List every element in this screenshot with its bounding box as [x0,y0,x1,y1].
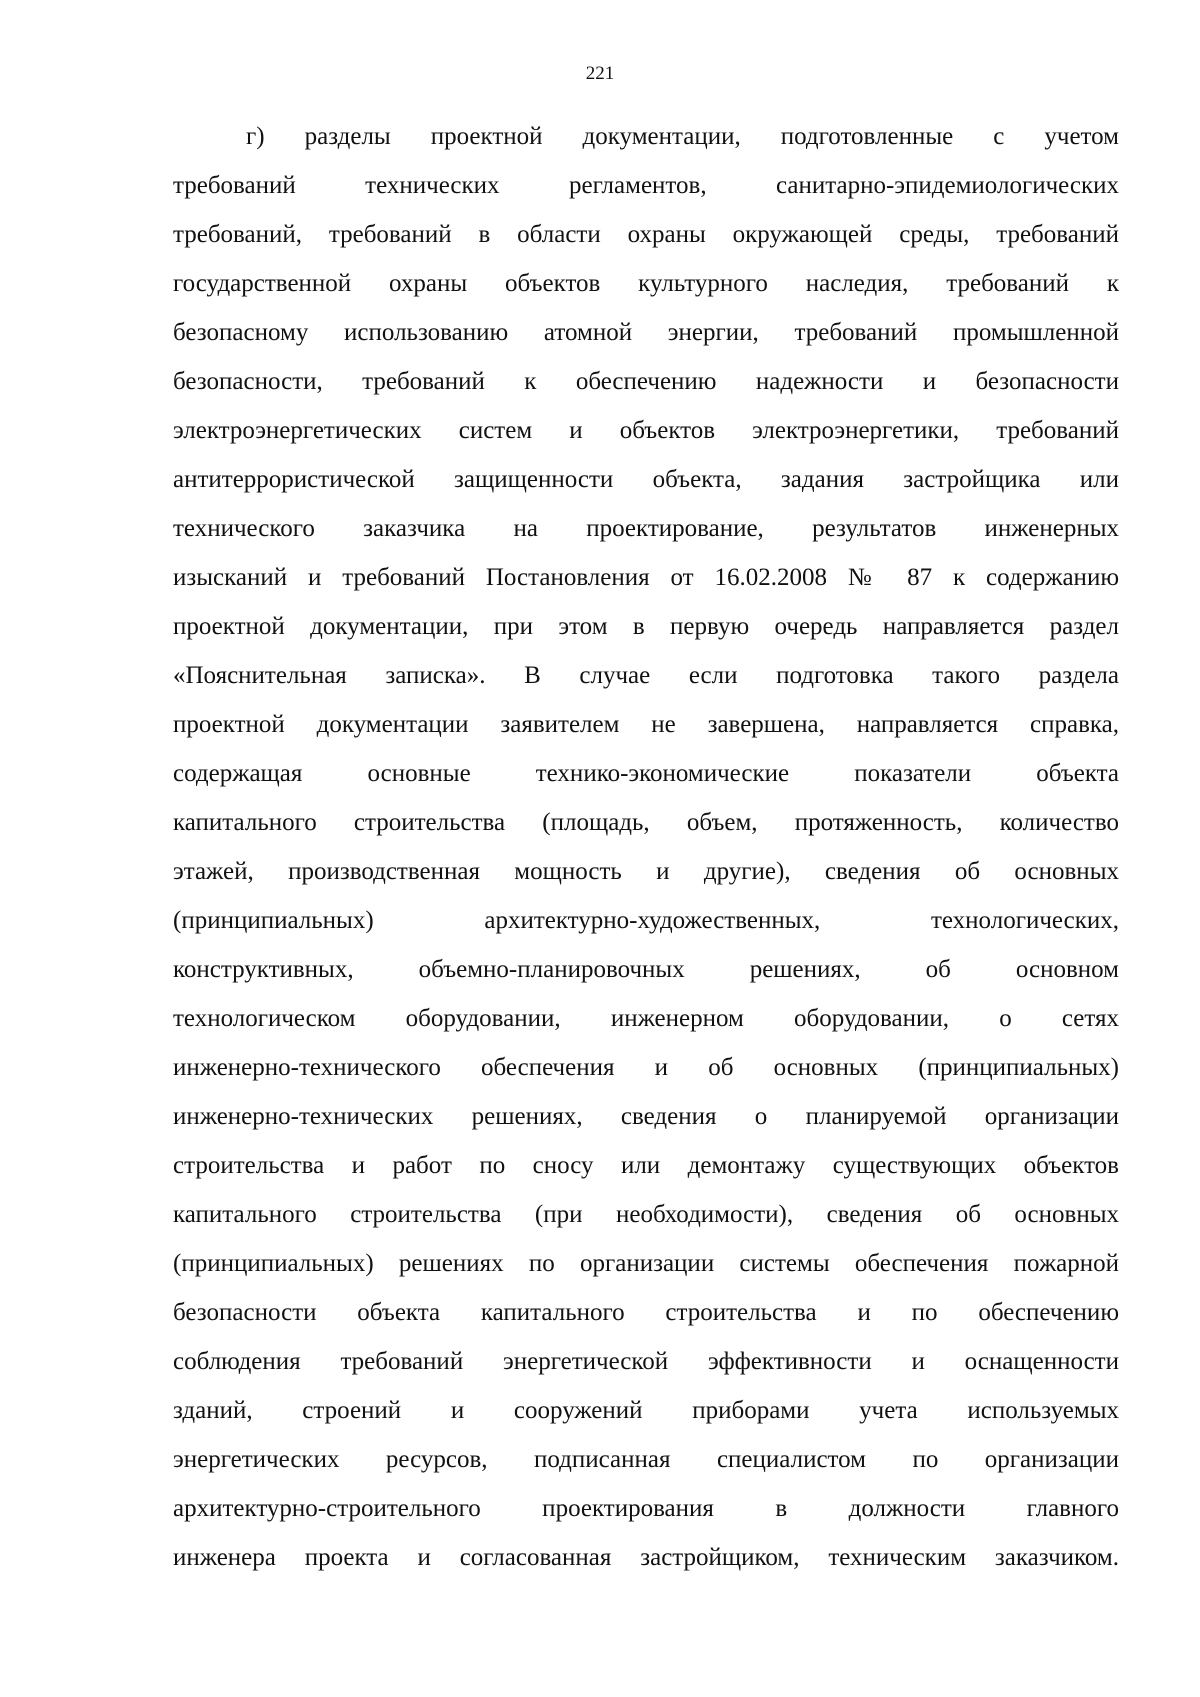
body-paragraph [173,112,1119,1582]
paragraph-line: капитального строительства (площадь, объем, протяженность, количество [173,809,1119,836]
paragraph-line: архитектурно-строительного проектирования в должности главного [173,1495,1119,1522]
paragraph-line: энергетических ресурсов, подписанная специалистом по организации [173,1446,1119,1473]
paragraph-line: безопасности объекта капитального строительства и по обеспечению [173,1299,1119,1326]
paragraph-line: «Пояснительная записка». В случае если подготовка такого раздела [173,662,1119,689]
paragraph-line: требований, требований в области охраны окружающей среды, требований [173,221,1119,248]
paragraph-line: содержащая основные технико-экономические показатели объекта [173,760,1119,787]
paragraph-line: требований технических регламентов, санитарно-эпидемиологических [173,172,1119,199]
paragraph-line: антитеррористической защищенности объекта, задания застройщика или [173,466,1119,493]
paragraph-line: капитального строительства (при необходимости), сведения об основных [173,1201,1119,1228]
page-number: 221 [585,63,615,84]
paragraph-line: проектной документации, при этом в первую очередь направляется раздел [173,613,1119,640]
paragraph-line: государственной охраны объектов культурного наследия, требований к [173,270,1119,297]
paragraph-line: изысканий и требований Постановления от 16.02.2008 № 87 к содержанию [173,564,1119,591]
paragraph-line: (принципиальных) решениях по организации системы обеспечения пожарной [173,1250,1119,1277]
paragraph-line: безопасному использованию атомной энергии, требований промышленной [173,319,1119,346]
paragraph-line: инженерно-технического обеспечения и об основных (принципиальных) [173,1054,1119,1081]
paragraph-line: инженера проекта и согласованная застройщиком, техническим заказчиком. [173,1544,1119,1571]
paragraph-line: технического заказчика на проектирование, результатов инженерных [173,515,1119,542]
paragraph-line: этажей, производственная мощность и другие), сведения об основных [173,858,1119,885]
paragraph-line: электроэнергетических систем и объектов электроэнергетики, требований [173,417,1119,444]
paragraph-line: проектной документации заявителем не завершена, направляется справка, [173,711,1119,738]
paragraph-line: конструктивных, объемно-планировочных решениях, об основном [173,956,1119,983]
paragraph-line: инженерно-технических решениях, сведения о планируемой организации [173,1103,1119,1130]
paragraph-line: безопасности, требований к обеспечению надежности и безопасности [173,368,1119,395]
paragraph-line: технологическом оборудовании, инженерном оборудовании, о сетях [173,1005,1119,1032]
paragraph-line: соблюдения требований энергетической эффективности и оснащенности [173,1348,1119,1375]
paragraph-line: зданий, строений и сооружений приборами учета используемых [173,1397,1119,1424]
paragraph-line: строительства и работ по сносу или демонтажу существующих объектов [173,1152,1119,1179]
paragraph-line: г) разделы проектной документации, подготовленные с учетом [246,123,1119,150]
paragraph-line: (принципиальных) архитектурно-художественных, технологических, [173,907,1119,934]
